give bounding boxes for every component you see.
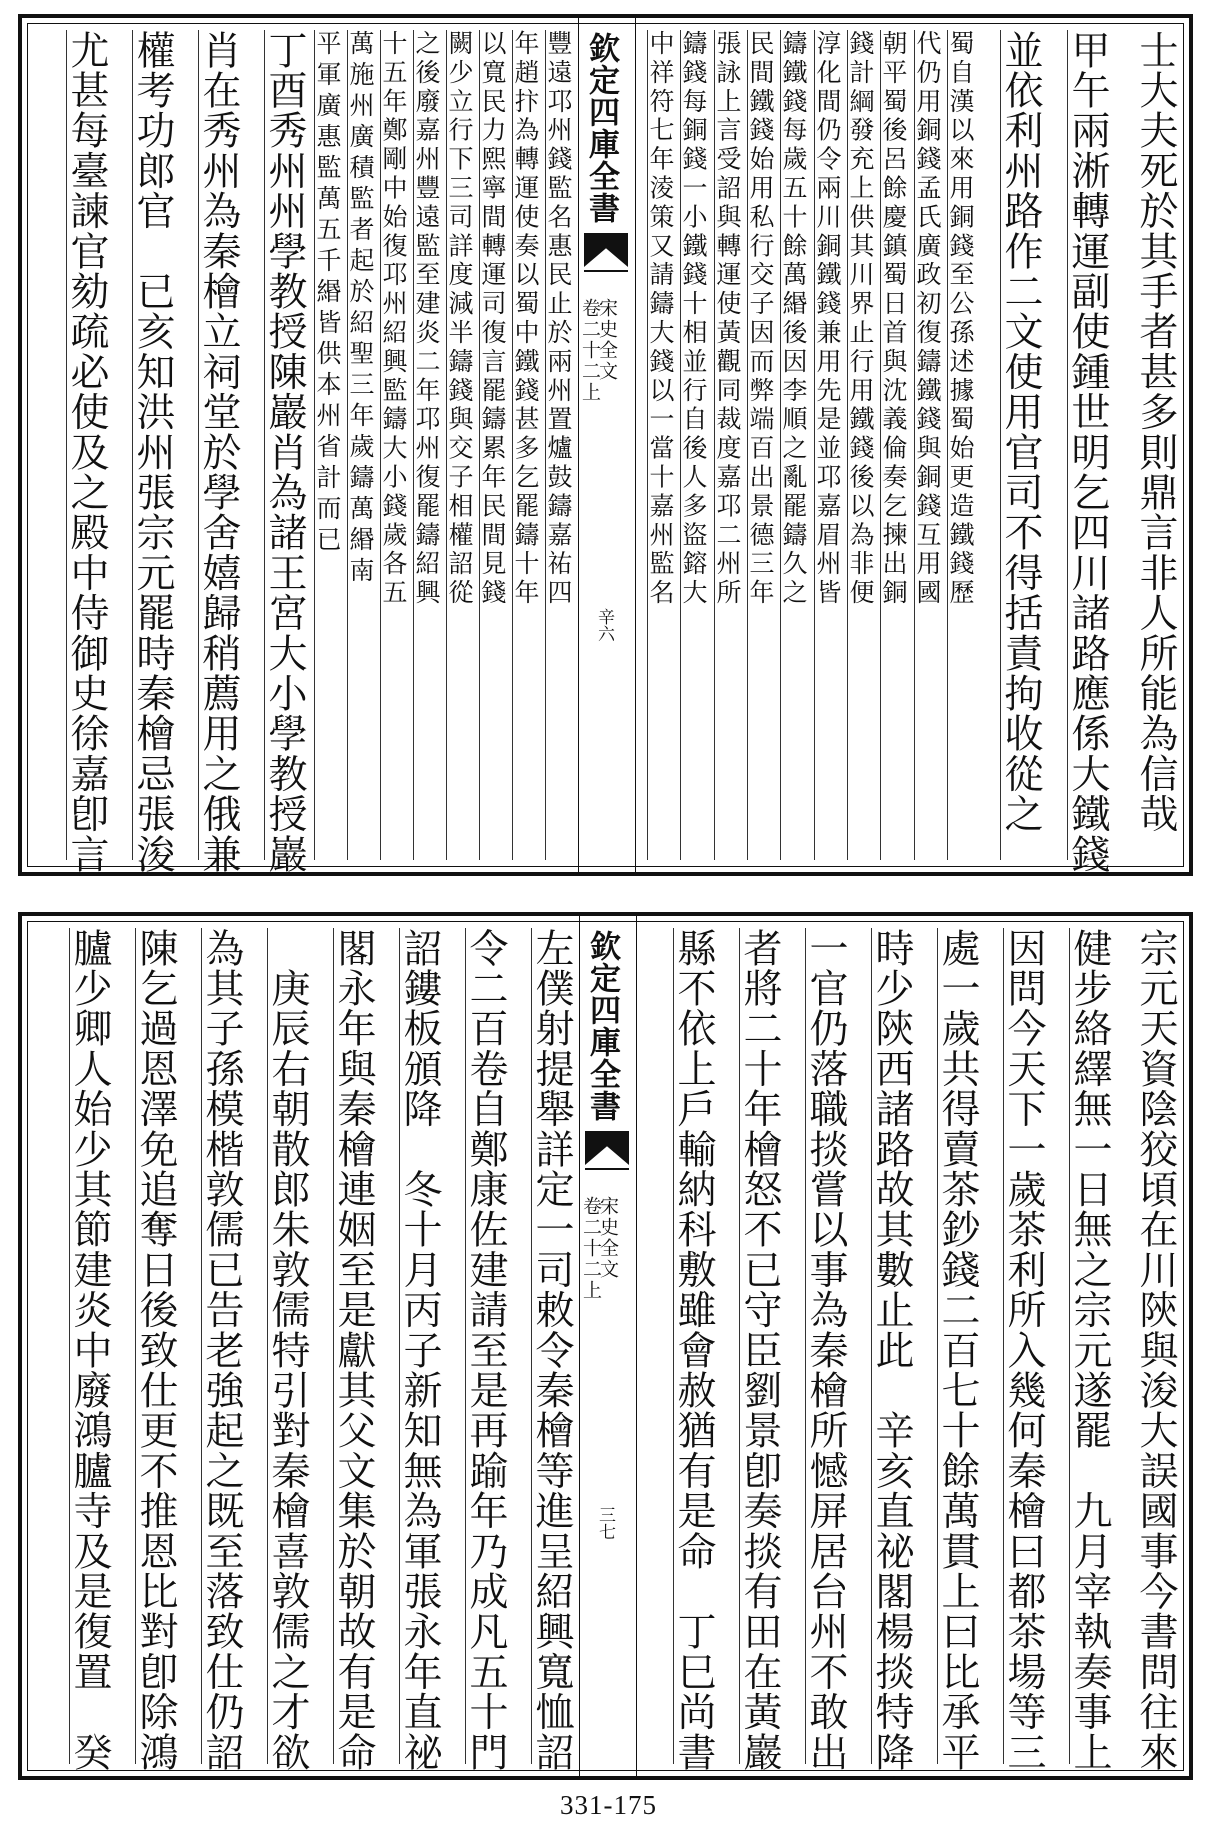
text-column: 閣永年與秦檜連姻至是獻其父文集於朝故有是命 <box>331 928 376 1773</box>
text-column: 縣不依上戶輸納科敷雖會赦猶有是命 丁巳尚書 <box>671 928 716 1773</box>
note-column: 中祥符七年淩策又請鑄大錢以一當十嘉州監名 <box>647 30 673 860</box>
chapter-label: 卷二十二上 <box>579 298 601 403</box>
note-column: 張詠上言受詔與轉運使黃觀同裁度嘉邛二州所 <box>714 30 740 860</box>
note-column: 平軍廣惠監萬五千緡皆供本州省計而已 <box>314 30 340 860</box>
text-column: 丁酉秀州州學教授陳巖肖為諸王宮大小學教授巖 <box>262 30 307 875</box>
page-gutter <box>579 916 637 1776</box>
text-column: 肖在秀州為秦檜立祠堂於學舍嬉歸稍薦用之俄兼 <box>196 30 241 875</box>
fish-tail-mark <box>584 233 628 267</box>
text-column: 健步絡繹無一日無之宗元遂罷 九月宰執奏事上 <box>1067 928 1112 1773</box>
text-column: 令二百卷自鄭康佐建請至是再踰年乃成凡五十門 <box>463 928 508 1773</box>
note-column: 民間鐵錢始用私行交子因而弊端百出景德三年 <box>747 30 773 860</box>
text-column: 陳乞過恩澤免追奪日後致仕更不推恩比對卽除鴻 <box>133 928 178 1773</box>
text-column: 甲午兩淅轉運副使鍾世明乞四川諸路應係大鐵錢 <box>1065 30 1110 875</box>
chapter-label: 卷二十二上 <box>580 1196 602 1301</box>
page-gutter <box>578 18 636 872</box>
upper-page <box>18 14 1193 876</box>
note-column: 以寬民力熙寧間轉運司復言罷鑄累年民間見錢 <box>479 30 505 860</box>
note-column: 萬施州廣積監者起於紹聖三年歲鑄萬緡南 <box>347 30 373 860</box>
text-column: 一官仍落職掞嘗以事為秦檜所憾屏居台州不敢出 <box>803 928 848 1773</box>
text-column: 時少陝西諸路故其數止此 辛亥直祕閣楊掞特降 <box>869 928 914 1773</box>
work-title: 宋史全文 <box>596 298 618 382</box>
note-column: 鑄鐵錢每歲五十餘萬緡後因李順之亂罷鑄久之 <box>780 30 806 860</box>
note-column: 朝平蜀後呂餘慶鎮蜀日首與沈義倫奏乞揀出銅 <box>880 30 906 860</box>
folio-number: 三七 <box>595 1506 615 1540</box>
note-column: 十五年鄭剛中始復邛州紹興監鑄大小錢歲各五 <box>380 30 406 860</box>
book-title: 欽定四庫全書 <box>584 930 620 1122</box>
text-column: 尤甚每臺諫官劾疏必使及之殿中侍御史徐嘉卽言 <box>64 30 109 875</box>
note-column: 鑄錢每銅錢一小鐵錢十相並行自後人多盜鎔大 <box>680 30 706 860</box>
note-column: 之後廢嘉州豐遠監至建炎二年邛州復罷鑄紹興 <box>413 30 439 860</box>
fish-tail-mark <box>585 1131 629 1165</box>
folio-number: 辛六 <box>594 608 614 642</box>
note-column: 代仍用銅錢孟氏廣政初復鑄鐵錢與銅錢互用國 <box>914 30 940 860</box>
text-column: 士大夫死於其手者甚多則鼎言非人所能為信哉 <box>1133 30 1178 834</box>
text-column: 臚少卿人始少其節建炎中廢鴻臚寺及是復置 癸 <box>67 928 112 1773</box>
note-column: 年趙抃為轉運使奏以蜀中鐵錢甚多乞罷鑄十年 <box>512 30 538 860</box>
text-column: 詔鏤板頒降 冬十月丙子新知無為軍張永年直祕 <box>397 928 442 1773</box>
work-title: 宋史全文 <box>597 1196 619 1280</box>
text-column: 左僕射提舉詳定一司敕令秦檜等進呈紹興寬恤詔 <box>529 928 574 1773</box>
note-column: 闕少立行下三司詳度減半鑄錢與交子相權詔從 <box>446 30 472 860</box>
note-column: 錢計綱發充上供其川界止行用鐵錢後以為非便 <box>847 30 873 860</box>
text-column: 為其子孫模楷敦儒已告老強起之既至落致仕仍詔 <box>199 928 244 1773</box>
note-column: 豐遠邛州錢監名惠民止於兩州置爐鼓鑄嘉祐四 <box>545 30 571 860</box>
lower-page <box>18 912 1193 1780</box>
book-title: 欽定四庫全書 <box>583 32 619 224</box>
page-number: 331-175 <box>560 1790 657 1820</box>
text-column: 庚辰右朝散郎朱敦儒特引對秦檜喜敦儒之才欲 <box>265 928 310 1773</box>
text-column: 處一歲共得賣茶鈔錢二百七十餘萬貫上曰比承平 <box>935 928 980 1773</box>
text-column: 因問今天下一歲茶利所入幾何秦檜曰都茶場等三 <box>1001 928 1046 1773</box>
text-column: 者將二十年檜怒不已守臣劉景卽奏掞有田在黃巖 <box>737 928 782 1773</box>
note-column: 蜀自漢以來用銅錢至公孫述據蜀始更造鐵錢歷 <box>947 30 973 860</box>
text-column: 並依利州路作二文使用官司不得括責拘收從之 <box>1000 30 1040 860</box>
note-column: 淳化間仍令兩川銅鐵錢兼用先是並邛嘉眉州皆 <box>814 30 840 860</box>
text-column: 宗元天資陰狡頃在川陝與浚大誤國事今書問往來 <box>1133 928 1178 1773</box>
text-column: 權考功郎官 已亥知洪州張宗元罷時秦檜忌張浚 <box>130 30 175 875</box>
